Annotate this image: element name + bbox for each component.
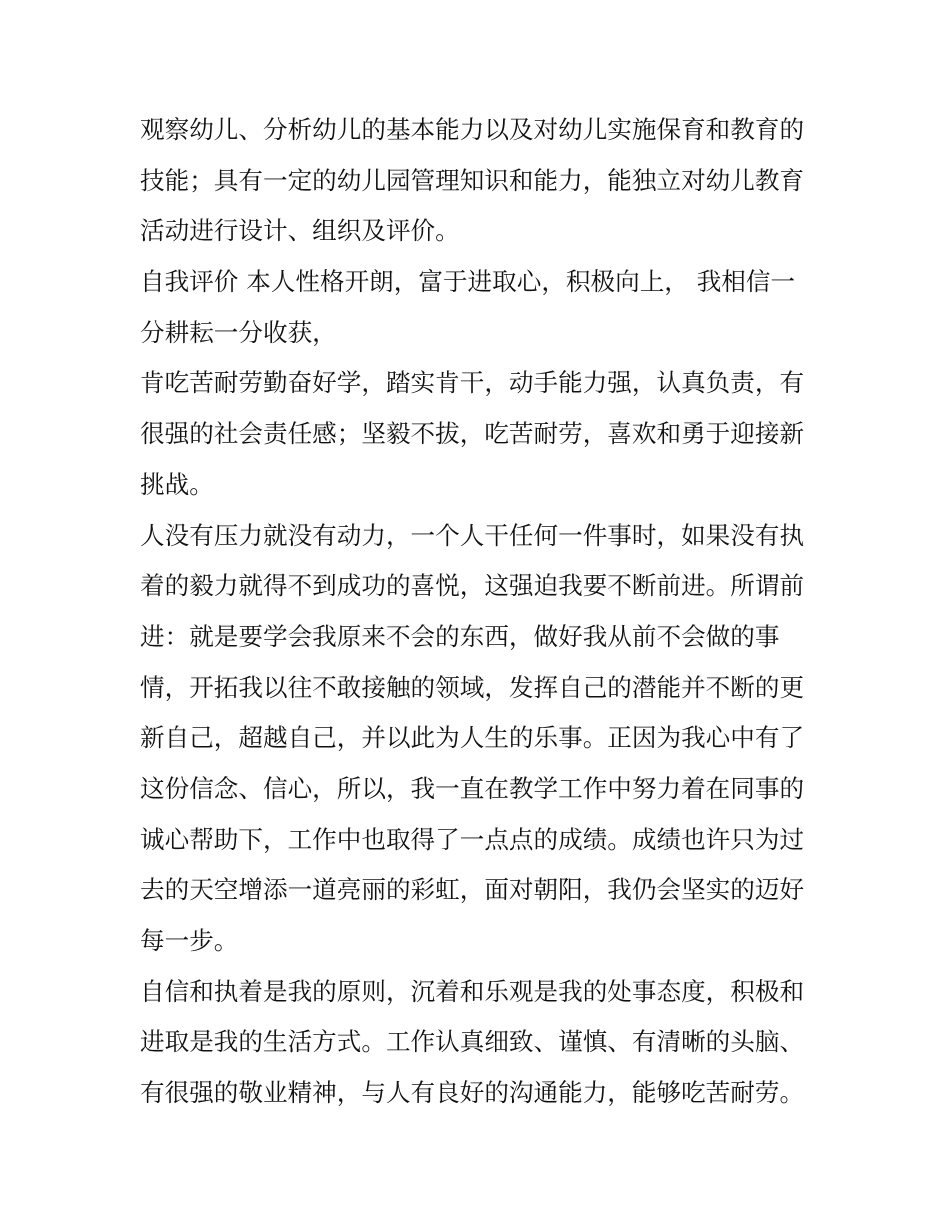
text-line: 观察幼儿、分析幼儿的基本能力以及对幼儿实施保育和教育的 [140, 115, 805, 144]
text-line: 自信和执着是我的原则，沉着和乐观是我的处事态度，积极和 [140, 976, 805, 1006]
text-line: 有很强的敬业精神，与人有良好的沟通能力，能够吃苦耐劳。 [140, 1078, 805, 1108]
text-line: 自我评价 本人性格开朗，富于进取心，积极向上， 我相信一 [140, 267, 796, 297]
text-line: 分耕耘一分收获， [140, 317, 337, 347]
text-line: 很强的社会责任感；坚毅不拔，吃苦耐劳，喜欢和勇于迎接新 [140, 419, 805, 449]
text-line: 新自己，超越自己，并以此为人生的乐事。正因为我心中有了 [140, 723, 805, 753]
text-line: 肯吃苦耐劳勤奋好学，踏实肯干，动手能力强，认真负责，有 [140, 368, 805, 398]
text-line: 着的毅力就得不到成功的喜悦，这强迫我要不断前进。所谓前 [140, 571, 805, 601]
text-line: 进：就是要学会我原来不会的东西，做好我从前不会做的事 [140, 621, 780, 651]
text-line: 活动进行设计、组织及评价。 [140, 216, 460, 246]
text-line: 诚心帮助下，工作中也取得了一点点的成绩。成绩也许只为过 [140, 824, 805, 854]
text-line: 进取是我的生活方式。工作认真细致、谨慎、有清晰的头脑、 [140, 1027, 805, 1057]
text-line: 每一步。 [140, 926, 239, 955]
body-text [140, 105, 820, 1119]
text-line: 挑战。 [140, 469, 214, 499]
text-line: 这份信念、信心，所以，我一直在教学工作中努力着在同事的 [140, 773, 805, 803]
text-line: 情，开拓我以往不敢接触的领域，发挥自己的潜能并不断的更 [140, 672, 805, 702]
text-line: 去的天空增添一道亮丽的彩虹，面对朝阳，我仍会坚实的迈好 [140, 875, 805, 905]
text-line: 技能；具有一定的幼儿园管理知识和能力，能独立对幼儿教育 [140, 165, 805, 195]
text-line: 人没有压力就没有动力，一个人干任何一件事时，如果没有执 [140, 520, 805, 550]
